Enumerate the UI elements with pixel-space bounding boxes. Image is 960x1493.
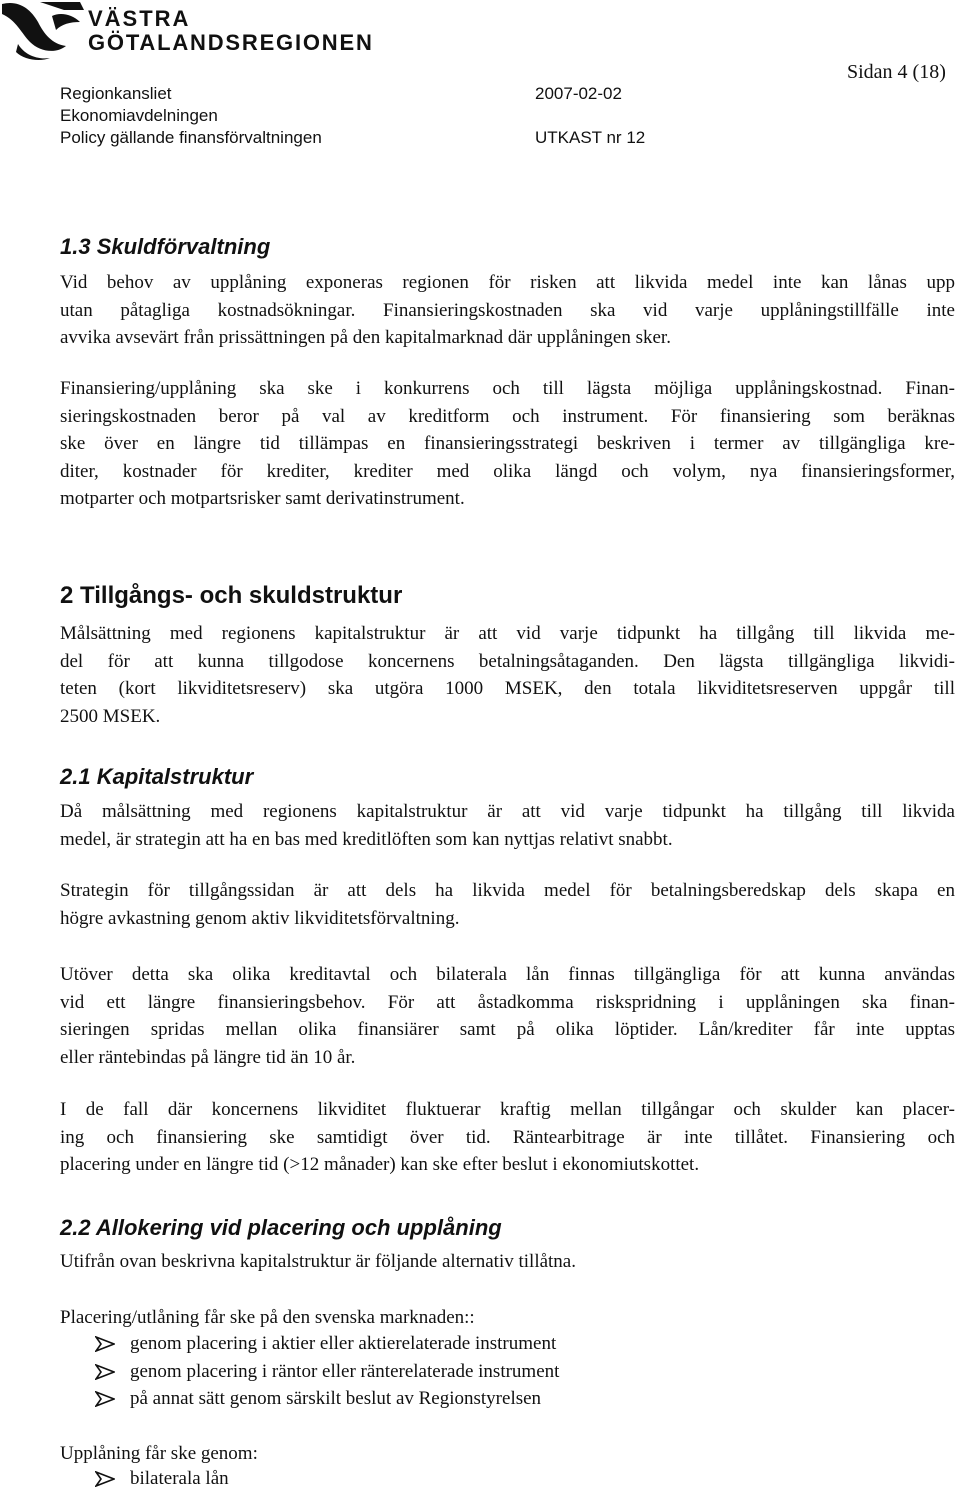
list-item-text: genom placering i aktier eller aktierelaterade instrument [130,1333,557,1354]
text-line: eller räntebindas på längre tid än 10 år. [60,1046,356,1068]
page-number: Sidan 4 (18) [847,61,946,83]
paragraph-2-1-d [60,1096,955,1179]
header-document-title: Policy gällande finansförvaltningen [60,128,322,147]
header-department: Regionkansliet [60,84,172,103]
paragraph-1-3-a [60,269,955,352]
text-line: medel, är strategin att ha en bas med kreditlöften som kan nyttjas relativt snabbt. [60,828,673,850]
text-line: avvika avsevärt från prissättningen på den kapitalmarknad där upplåningen sker. [60,327,671,349]
arrow-bullet-icon [95,1336,115,1352]
text-line: Utifrån ovan beskrivna kapitalstruktur är följande alternativ tillåtna. [60,1251,576,1272]
list-item-text: genom placering i räntor eller ränterelaterade instrument [130,1360,560,1382]
placement-options-list [95,1330,895,1413]
logo-text-line1: VÄSTRA [88,6,191,31]
text-line: I de fall där koncernens likviditet fluktuerar kraftig mellan tillgångar och skulder kan placer- [60,1099,955,1120]
text-line: sieringen spridas mellan olika finansiärer samt på olika löptider. Lån/krediter får inte upptas [60,1019,955,1041]
text-line: Upplåning får ske genom: [60,1443,258,1464]
list-item [95,1358,895,1386]
paragraph-1-3-b [60,375,955,513]
section-heading-2-1: 2.1 Kapitalstruktur [60,764,254,789]
text-line: teten (kort likviditetsreserv) ska utgöra 1000 MSEK, den totala likviditetsreserven uppgår till [60,678,955,700]
paragraph-2 [60,620,955,730]
text-line: utan påtagliga kostnadsökningar. Finansieringskostnaden ska vid varje upplåningstillfälle inte [60,299,955,321]
header-date: 2007-02-02 [535,84,622,103]
text-line: Vid behov av upplåning exponeras regionen för risken att likvida medel inte kan lånas upp [60,272,955,293]
text-line: Strategin för tillgångssidan är att dels ha likvida medel för betalningsberedskap dels skapa en [60,880,955,901]
paragraph-2-1-a [60,798,955,853]
text-line: högre avkastning genom aktiv likviditetsförvaltning. [60,907,460,929]
text-line: Utöver detta ska olika kreditavtal och bilaterala lån finnas tillgängliga för att kunna användas [60,964,955,985]
text-line: Målsättning med regionens kapitalstruktur är att vid varje tidpunkt ha tillgång till likvida me- [60,623,955,644]
paragraph-2-2-b [60,1304,955,1332]
logo-text-line2: GÖTALANDSREGIONEN [88,30,374,55]
list-item-text: på annat sätt genom särskilt beslut av Regionstyrelsen [130,1388,542,1410]
text-line: Finansiering/upplåning ska ske i konkurrens och till lägsta möjliga upplåningskostnad. Finan- [60,378,955,399]
arrow-bullet-icon [95,1391,115,1407]
section-heading-2: 2 Tillgångs- och skuldstruktur [60,582,403,609]
paragraph-2-2-c [60,1440,955,1468]
paragraph-2-2-a [60,1248,955,1276]
header-draft-number: UTKAST nr 12 [535,128,646,147]
list-item-text: bilaterala lån [130,1468,229,1489]
text-line: ske över en längre tid tillämpas en finansieringsstrategi beskriven i termer av tillgängliga kre- [60,433,955,455]
text-line: del för att kunna tillgodose koncernens betalningsåtaganden. Den lägsta tillgängliga likvidi- [60,650,955,672]
paragraph-2-1-c [60,961,955,1071]
text-line: motparter och motpartsrisker samt derivatinstrument. [60,488,465,510]
borrowing-options-list [95,1465,895,1493]
text-line: diter, kostnader för krediter, krediter med olika längd och volym, nya finansieringsformer, [60,460,955,482]
text-line: ing och finansiering ske samtidigt över tid. Räntearbitrage är inte tillåtet. Finansiering och [60,1126,955,1148]
vgr-logo [0,0,374,66]
text-line: vid ett längre finansieringsbehov. För att åstadkomma riskspridning i upplåningen ska finan- [60,991,955,1013]
list-item [95,1330,895,1358]
header-unit: Ekonomiavdelningen [60,106,218,125]
arrow-bullet-icon [95,1471,115,1487]
text-line: placering under en längre tid (>12 månader) kan ske efter beslut i ekonomiutskottet. [60,1154,700,1176]
list-item [95,1385,895,1413]
text-line: sieringskostnaden beror på val av kreditform och instrument. För finansiering som beräknas [60,405,955,427]
text-line: Då målsättning med regionens kapitalstruktur är att vid varje tidpunkt ha tillgång till likvida [60,801,955,822]
vgr-emblem-icon [0,0,86,62]
arrow-bullet-icon [95,1364,115,1380]
section-heading-2-2: 2.2 Allokering vid placering och upplåning [60,1215,502,1240]
paragraph-2-1-b [60,877,955,932]
text-line: 2500 MSEK. [60,705,161,727]
list-item [95,1465,895,1493]
text-line: Placering/utlåning får ske på den svenska marknaden:: [60,1307,475,1328]
section-heading-1-3: 1.3 Skuldförvaltning [60,234,271,259]
